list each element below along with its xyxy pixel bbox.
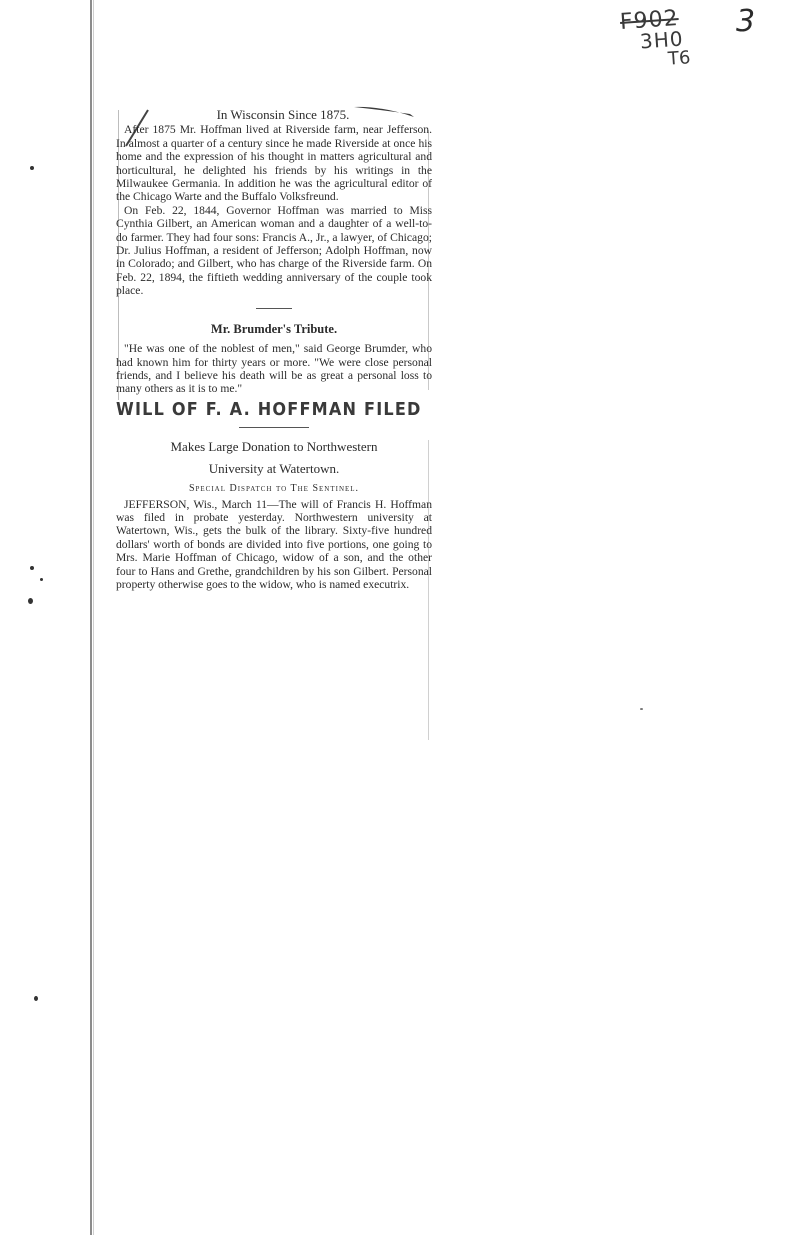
deck-line: Makes Large Donation to Northwestern <box>170 439 378 455</box>
article-paragraph: "He was one of the noblest of men," said George Brumder, who had known him for thirty years or more. "We were close personal friends, and I believe his death will be as great a personal loss to many others as it is to me." <box>116 342 432 396</box>
speck <box>34 996 38 1001</box>
catalog-number: T6 <box>667 47 692 70</box>
section-heading: In Wisconsin Since 1875. <box>216 107 350 122</box>
speck <box>640 708 643 710</box>
speck <box>40 578 43 581</box>
deck-line: University at Watertown. <box>208 461 340 477</box>
section-heading: Mr. Brumder's Tribute. <box>210 321 338 336</box>
article-paragraph: On Feb. 22, 1844, Governor Hoffman was married to Miss Cynthia Gilbert, an American woman and a daughter of a well-to-do farmer. They had four sons: Francis A., Jr., a lawyer, of Chicago; Dr. Julius Hoffman, a resident of Jefferson; Adolph Hoffman, now in Colorado; and Gilbert, who has charge of the Riverside farm. On Feb. 22, 1894, the fiftieth wedding anniversary of the couple took place. <box>116 203 432 298</box>
page-edge <box>90 0 92 1235</box>
page-number: 3 <box>736 4 756 39</box>
dispatch-label: Special Dispatch to The Sentinel. <box>188 483 360 495</box>
speck <box>28 598 33 604</box>
article-paragraph: JEFFERSON, Wis., March 11—The will of Francis H. Hoffman was filed in probate yesterday. Northwestern university at Watertown, Wis., gets the bulk of the library. Sixty-five hundred dollars' worth of bonds are divided into five portions, one going to Mrs. Marie Hoffman of Chicago, widow of a son, and the other four to Hans and Grethe, grandchildren by his son Gilbert. Personal property otherwise goes to the widow, who is named executrix. <box>116 497 432 591</box>
newspaper-clipping <box>116 104 432 591</box>
speck <box>30 566 34 570</box>
divider <box>239 427 309 428</box>
page-edge-shadow <box>93 0 94 1235</box>
catalog-number: F902 <box>619 5 680 36</box>
catalog-number: 3H0 <box>639 26 685 54</box>
divider <box>256 308 292 309</box>
headline: WILL OF F. A. HOFFMAN FILED <box>116 399 422 420</box>
speck <box>30 166 34 170</box>
article-paragraph: After 1875 Mr. Hoffman lived at Riverside farm, near Jefferson. In almost a quarter of a century since he made Riverside at once his home and the expression of his thought in matters agricultural and horticultural, he delighted his friends by his writings in the Milwaukee Germania. In addition he was the agricultural editor of the Chicago Warte and the Buffalo Volksfreund. <box>116 123 432 204</box>
